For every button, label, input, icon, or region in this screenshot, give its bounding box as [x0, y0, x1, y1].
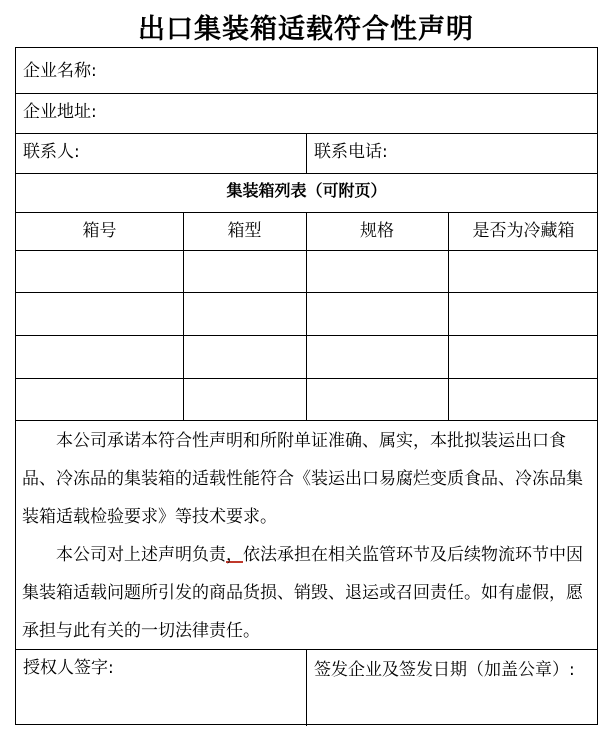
row-divider	[16, 173, 597, 174]
declaration-text	[22, 422, 590, 650]
column-header-specification: 规格	[360, 221, 394, 241]
declaration-paragraph-2-start: 本公司对上述声明负责	[56, 545, 226, 565]
contact-phone-label: 联系电话:	[314, 142, 388, 162]
company-address-label: 企业地址:	[23, 102, 97, 122]
column-header-reefer: 是否为冷藏箱	[472, 221, 575, 241]
company-name-label: 企业名称:	[23, 61, 97, 81]
issuer-date-label: 签发企业及签发日期（加盖公章）:	[314, 660, 575, 680]
grammar-mark: ，	[226, 545, 243, 565]
authorized-signature-label: 授权人签字:	[23, 658, 114, 678]
declaration-paragraph-1: 本公司承诺本符合性声明和所附单证准确、属实，本批拟装运出口食品、冷冻品的集装箱的适载性能符合《装运出口易腐烂变质食品、冷冻品集装箱适载检验要求》等技术要求。	[22, 431, 583, 527]
col-divider	[306, 133, 307, 173]
table-row	[16, 292, 599, 335]
column-header-container-no: 箱号	[82, 221, 117, 241]
col-divider	[306, 649, 307, 726]
table-row	[16, 250, 599, 292]
row-divider	[16, 420, 597, 421]
declaration-form	[15, 47, 598, 725]
contact-person-label: 联系人:	[23, 142, 80, 162]
column-header-container-type: 箱型	[227, 221, 262, 241]
page-title: 出口集装箱适载符合性声明	[138, 14, 474, 45]
declaration-paragraph-2	[22, 536, 590, 650]
row-divider	[16, 93, 597, 94]
declaration-paragraph-2-end: 依法承担在相关监管环节及后续物流环节中因集装箱适载问题所引发的商品货损、销毁、退运或召回责任。如有虚假，愿承担与此有关的一切法律责任。	[22, 545, 583, 641]
table-row	[16, 378, 599, 420]
container-list-heading: 集装箱列表（可附页）	[226, 181, 387, 200]
table-row	[16, 335, 599, 378]
